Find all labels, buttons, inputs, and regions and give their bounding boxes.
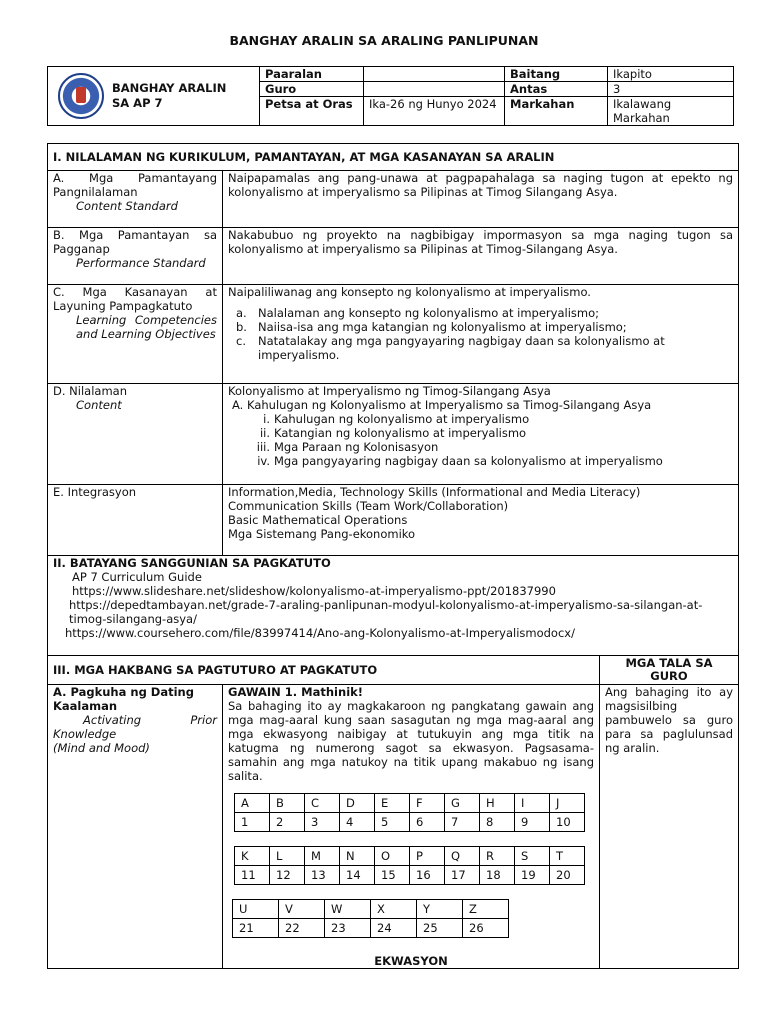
reference-item: AP 7 Curriculum Guide [72, 570, 202, 584]
content-standard-value: Naipapamalas ang pang-unawa at pagpapahalaga sa naging tugon at epekto ng kolonyalismo at imperyalismo sa Pilipinas at Timog Silangang Asya. [223, 171, 739, 228]
prior-knowledge-title: A. Pagkuha ng Dating Kaalaman [53, 685, 194, 713]
antas-value: 3 [608, 82, 734, 97]
competencies-intro: Naipaliliwanag ang konsepto ng kolonyalismo at imperyalismo. [228, 285, 591, 299]
performance-standard-label [48, 228, 223, 285]
list-item: b. Naiisa-isa ang mga katangian ng kolonyalismo at imperyalismo; [236, 320, 627, 334]
competencies-english: Learning Competencies and Learning Objectives [76, 313, 217, 341]
content-label [48, 384, 223, 485]
integration-line: Mga Sistemang Pang-ekonomiko [228, 527, 416, 541]
objectives-list [228, 306, 733, 362]
list-item: ii. Katangian ng kolonyalismo at imperyalismo [259, 426, 527, 440]
prior-knowledge-mood: (Mind and Mood) [53, 741, 150, 755]
lesson-header-table [47, 66, 734, 126]
integration-line: Basic Mathematical Operations [228, 513, 408, 527]
header-heading: BANGHAY ARALIN SA AP 7 [112, 81, 227, 110]
content-topic: Kolonyalismo at Imperyalismo ng Timog-Silangang Asya [228, 384, 551, 398]
section3-heading: III. MGA HAKBANG SA PAGTUTURO AT PAGKATUTO [48, 656, 600, 685]
ekwasyon-label: EKWASYON [374, 954, 448, 968]
lesson-plan-table [47, 143, 739, 969]
integration-value [223, 485, 739, 556]
activity-title: GAWAIN 1. Mathinik! [228, 685, 364, 699]
section1-heading: I. NILALAMAN NG KURIKULUM, PAMANTAYAN, AT MGA KASANAYAN SA ARALIN [48, 144, 739, 171]
prior-knowledge-label [48, 685, 223, 969]
petsa-label: Petsa at Oras [260, 97, 364, 126]
section2-heading: II. BATAYANG SANGGUNIAN SA PAGKATUTO [53, 556, 331, 570]
letter-number-grid-3: U V W X Y Z 21 22 23 24 25 26 [232, 899, 509, 938]
prior-knowledge-english: Activating Prior Knowledge [53, 713, 217, 741]
content-standard-english: Content Standard [76, 199, 178, 213]
content-standard-title: A. Mga Pamantayang Pangnilalaman [53, 171, 217, 199]
list-item: i. Kahulugan ng kolonyalismo at imperyalismo [263, 412, 530, 426]
content-subtopic: A. Kahulugan ng Kolonyalismo at Imperyalismo sa Timog-Silangang Asya [232, 398, 652, 412]
performance-standard-english: Performance Standard [76, 256, 206, 270]
competencies-label [48, 285, 223, 384]
letter-number-grid-2: K L M N O P Q R S T 11 12 13 14 15 16 17 18 19 20 [234, 846, 585, 885]
content-list [228, 412, 733, 468]
list-item: a. Nalalaman ang konsepto ng kolonyalismo at imperyalismo; [236, 306, 599, 320]
markahan-label: Markahan [505, 97, 608, 126]
list-item: iii. Mga Paraan ng Kolonisasyon [256, 440, 439, 454]
content-title: D. Nilalaman [53, 384, 127, 398]
competencies-title: C. Mga Kasanayan at Layuning Pampagkatuto [53, 285, 217, 313]
paaralan-label: Paaralan [260, 67, 364, 82]
list-item: iv. Mga pangyayaring nagbigay daan sa kolonyalismo at imperyalismo [257, 454, 663, 468]
content-standard-label [48, 171, 223, 228]
petsa-value: Ika-26 ng Hunyo 2024 [364, 97, 505, 126]
content-value [223, 384, 739, 485]
integration-line: Communication Skills (Team Work/Collaboration) [228, 499, 509, 513]
markahan-value: Ikalawang Markahan [608, 97, 734, 126]
reference-link[interactable]: https://www.coursehero.com/file/83997414/Ano-ang-Kolonyalismo-at-Imperyalismodocx/ [65, 626, 575, 640]
deped-seal-icon [58, 73, 104, 119]
integration-label: E. Integrasyon [48, 485, 223, 556]
guro-value [364, 82, 505, 97]
performance-standard-title: B. Mga Pamantayan sa Pagganap [53, 228, 217, 256]
antas-label: Antas [505, 82, 608, 97]
competencies-value [223, 285, 739, 384]
list-item: c. Natatalakay ang mga pangyayaring nagbigay daan sa kolonyalismo at imperyalismo. [236, 334, 665, 362]
guro-label: Guro [260, 82, 364, 97]
paaralan-value [364, 67, 505, 82]
reference-link[interactable]: https://www.slideshare.net/slideshow/kolonyalismo-at-imperyalismo-ppt/201837990 [72, 584, 556, 598]
integration-line: Information,Media, Technology Skills (Informational and Media Literacy) [228, 485, 641, 499]
performance-standard-value: Nakabubuo ng proyekto na nagbibigay impormasyon sa mga naging tugon sa kolonyalismo at imperyalismo sa Pilipinas at Timog-Silangang Asya. [223, 228, 739, 285]
header-logo-cell [48, 67, 260, 126]
baitang-value: Ikapito [608, 67, 734, 82]
notes-heading: MGA TALA SA GURO [600, 656, 739, 685]
content-english: Content [76, 398, 122, 412]
letter-number-grid-1: A B C D E F G H I J 1 2 3 4 5 6 7 8 9 10 [234, 793, 585, 832]
teacher-note: Ang bahaging ito ay magsisilbing pambuwelo sa guro para sa paglulunsad ng aralin. [600, 685, 739, 969]
references-cell [48, 556, 739, 656]
baitang-label: Baitang [505, 67, 608, 82]
reference-link[interactable]: https://depedtambayan.net/grade-7-araling-panlipunan-modyul-kolonyalismo-at-imperyalismo-sa-silangan-at-timog-silangang-asya/ [69, 598, 703, 626]
activity-cell [223, 685, 600, 969]
document-title: BANGHAY ARALIN SA ARALING PANLIPUNAN [229, 33, 539, 48]
activity-instructions: Sa bahaging ito ay magkakaroon ng pangkatang gawain ang mga mag-aaral kung saan sasagutan ng mga mag-aaral ang mga ekwasyong naibigay at tutukuyin ang mga titik na katugma ng numerong sagot sa ekwasyon. Pagsasama-samahin ang mga natukoy na titik upang makabuo ng isang salita. [228, 699, 594, 783]
